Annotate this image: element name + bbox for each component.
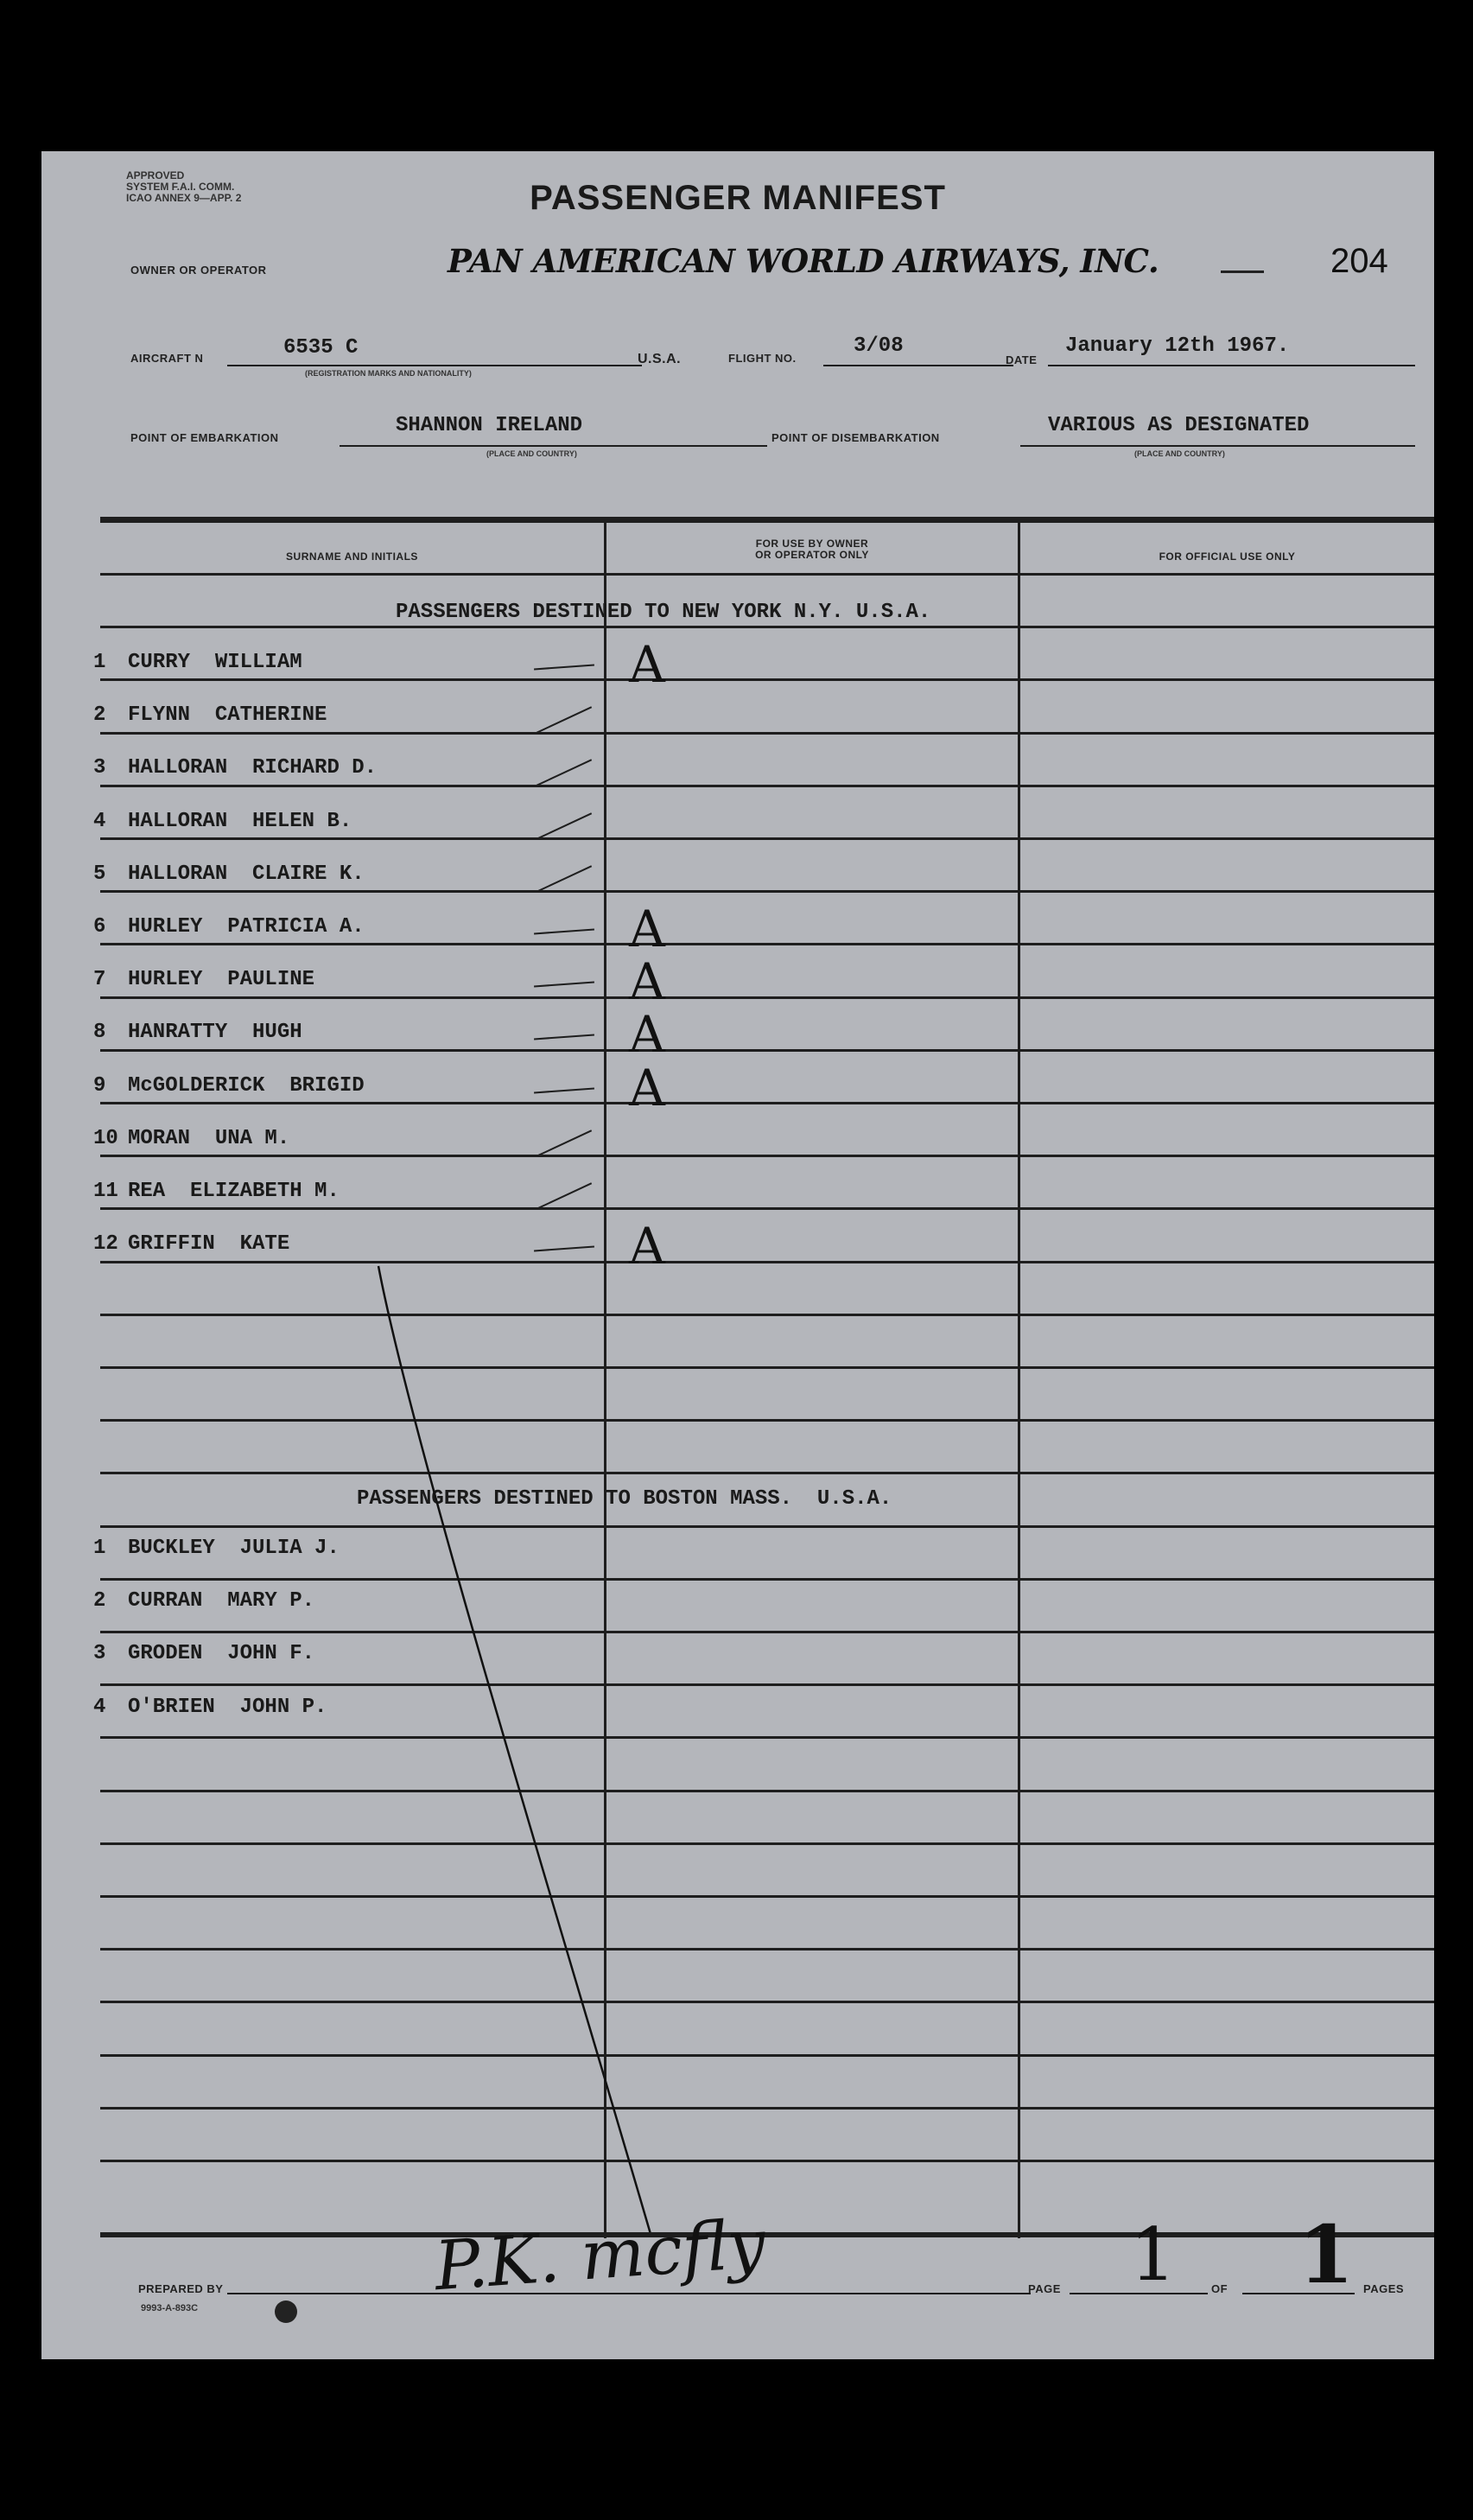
passenger-name: HALLORAN CLAIRE K. [128, 862, 365, 886]
passenger-number: 4 [93, 810, 106, 833]
pages-label: PAGES [1363, 2282, 1405, 2295]
manifest-sheet [41, 151, 1434, 2359]
passenger-name: HALLORAN HELEN B. [128, 810, 352, 833]
pages-value: 1 [1298, 2208, 1355, 2301]
passenger-name: MORAN UNA M. [128, 1127, 290, 1150]
aircraft-label: AIRCRAFT N [130, 352, 204, 365]
approval-line: SYSTEM F.A.I. COMM. [126, 181, 235, 193]
section-heading: PASSENGERS DESTINED TO NEW YORK N.Y. U.S.A. [396, 601, 931, 624]
passenger-name: CURRAN MARY P. [128, 1589, 315, 1613]
passenger-name: GRIFFIN KATE [128, 1232, 290, 1256]
prepared-label: PREPARED BY [138, 2282, 224, 2295]
passenger-name: McGOLDERICK BRIGID [128, 1074, 365, 1098]
page-title: PASSENGER MANIFEST [530, 179, 946, 217]
embark-label: POINT OF EMBARKATION [130, 431, 279, 444]
passenger-name: REA ELIZABETH M. [128, 1180, 340, 1203]
passenger-number: 1 [93, 651, 106, 674]
passenger-number: 4 [93, 1696, 106, 1719]
section-heading: PASSENGERS DESTINED TO BOSTON MASS. U.S.A. [357, 1487, 892, 1511]
passenger-name: HURLEY PAULINE [128, 968, 315, 991]
passenger-number: 3 [93, 756, 106, 780]
arrival-mark: A [629, 952, 665, 1011]
passenger-name: HALLORAN RICHARD D. [128, 756, 378, 780]
passenger-number: 12 [93, 1232, 118, 1256]
cancel-stroke [378, 1266, 651, 2234]
owner-label: OWNER OR OPERATOR [130, 264, 267, 277]
passenger-name: BUCKLEY JULIA J. [128, 1537, 340, 1560]
prepared-underline [227, 2293, 1031, 2294]
passenger-name: HURLEY PATRICIA A. [128, 915, 365, 939]
country-label: U.S.A. [638, 352, 682, 366]
passenger-number: 2 [93, 703, 106, 727]
passenger-number: 8 [93, 1021, 106, 1044]
passenger-number: 9 [93, 1074, 106, 1098]
approval-line: ICAO ANNEX 9—APP. 2 [126, 192, 242, 204]
passenger-number: 6 [93, 915, 106, 939]
arrival-mark: A [629, 1059, 665, 1117]
handwritten-marks [41, 151, 1434, 2359]
date-label: DATE [1006, 353, 1038, 366]
flight-value: 3/08 [854, 334, 904, 358]
passenger-number: 2 [93, 1589, 106, 1613]
sheet-number: 204 [1330, 242, 1388, 280]
passenger-name: FLYNN CATHERINE [128, 703, 327, 727]
page-value: 1 [1130, 2212, 1177, 2297]
registration-caption: (REGISTRATION MARKS AND NATIONALITY) [305, 369, 472, 378]
date-value: January 12th 1967. [1065, 334, 1290, 358]
operator-name: PAN AMERICAN WORLD AIRWAYS, INC. [448, 242, 1159, 280]
passenger-name: O'BRIEN JOHN P. [128, 1696, 327, 1719]
column-header-line: OR OPERATOR ONLY [755, 549, 869, 561]
table-bottom-rule [100, 2232, 1434, 2237]
passenger-name: HANRATTY HUGH [128, 1021, 302, 1044]
approval-line: APPROVED [126, 169, 185, 181]
passenger-number: 3 [93, 1642, 106, 1665]
passenger-name: CURRY WILLIAM [128, 651, 302, 674]
column-header-surname: SURNAME AND INITIALS [286, 550, 418, 563]
passenger-number: 7 [93, 968, 106, 991]
place-caption: (PLACE AND COUNTRY) [1134, 449, 1225, 458]
arrival-mark: A [629, 1005, 665, 1064]
embark-value: SHANNON IRELAND [396, 414, 583, 437]
aircraft-value: 6535 C [283, 336, 359, 360]
column-header-official: FOR OFFICIAL USE ONLY [1159, 550, 1296, 563]
form-code: 9993-A-893C [141, 2303, 199, 2313]
place-caption: (PLACE AND COUNTRY) [486, 449, 577, 458]
signature: P.K. mcfly [432, 2205, 768, 2307]
flight-label: FLIGHT NO. [728, 352, 797, 365]
arrival-mark: A [629, 1217, 665, 1276]
disembark-value: VARIOUS AS DESIGNATED [1048, 414, 1310, 437]
disembark-label: POINT OF DISEMBARKATION [771, 431, 940, 444]
passenger-number: 11 [93, 1180, 118, 1203]
arrival-mark: A [629, 900, 665, 958]
seal-icon [275, 2300, 297, 2323]
column-header-line: FOR USE BY OWNER [755, 538, 869, 550]
passenger-name: GRODEN JOHN F. [128, 1642, 315, 1665]
arrival-mark: A [629, 635, 665, 694]
page-label: PAGE [1028, 2282, 1061, 2295]
passenger-number: 1 [93, 1537, 106, 1560]
of-label: OF [1211, 2282, 1229, 2295]
passenger-number: 10 [93, 1127, 118, 1150]
passenger-number: 5 [93, 862, 106, 886]
